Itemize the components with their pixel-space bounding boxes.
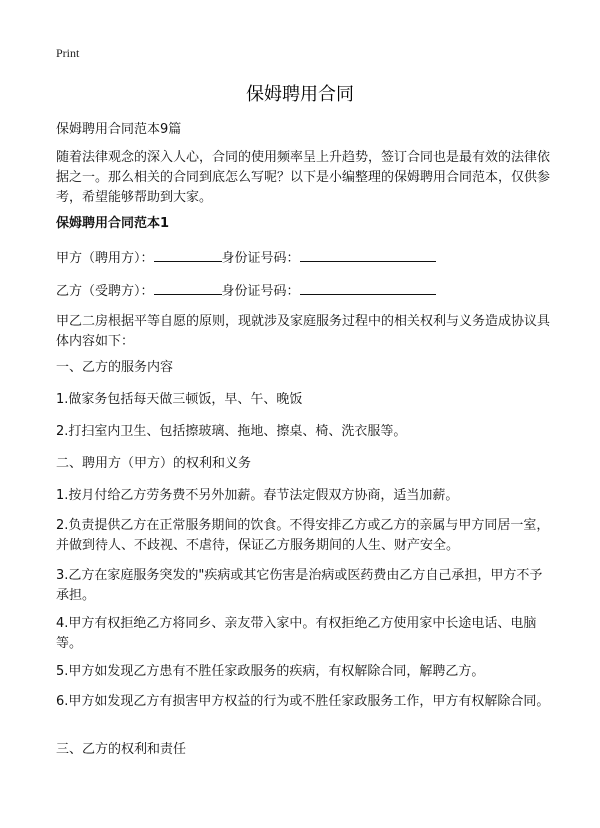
part2-item: 5.甲方如发现乙方患有不胜任家政服务的疾病，有权解除合同，解聘乙方。 (56, 664, 485, 679)
print-label: Print (56, 46, 80, 60)
party-b-row (56, 280, 550, 302)
part2-item: 4.甲方有权拒绝乙方将同乡、亲友带入家中。有权拒绝乙方使用家中长途电话、电脑等。 (56, 616, 537, 651)
party-a-row (56, 247, 550, 269)
party-b-label: 乙方（受聘方）： (56, 284, 154, 299)
part2-item: 6.甲方如发现乙方有损害甲方权益的行为或不胜任家政服务工作，甲方有权解除合同。 (56, 694, 550, 709)
intro-paragraph: 随着法律观念的深入人心，合同的使用频率呈上升趋势，签订合同也是最有效的法律依据之一。那么相关的合同到底怎么写呢？以下是小编整理的保姆聘用合同范本，仅供参考，希望能够帮助到大家。 (56, 150, 551, 205)
document-subtitle: 保姆聘用合同范本9篇 (56, 122, 182, 137)
section-title: 保姆聘用合同范本1 (56, 216, 170, 231)
party-a-id-field[interactable] (300, 247, 436, 262)
document-title: 保姆聘用合同 (246, 84, 354, 105)
part2-item: 2.负责提供乙方在正常服务期间的饮食。不得安排乙方或乙方的亲属与甲方同居一室，并做到待人、不歧视、不虐待，保证乙方服务期间的人生、财产安全。 (56, 518, 550, 553)
party-b-id-label: 身份证号码： (221, 284, 300, 299)
party-a-name-field[interactable] (154, 247, 222, 262)
party-a-id-label: 身份证号码： (221, 251, 300, 266)
part3-heading: 三、乙方的权利和责任 (56, 742, 187, 757)
preamble-paragraph: 甲乙二房根据平等自愿的原则，现就涉及家庭服务过程中的相关权利与义务造成协议具体内容如下： (56, 314, 551, 349)
part1-item: 2.打扫室内卫生、包括擦玻璃、拖地、擦桌、椅、洗衣服等。 (56, 424, 407, 439)
part1-heading: 一、乙方的服务内容 (56, 360, 174, 375)
party-b-id-field[interactable] (300, 280, 436, 295)
party-a-label: 甲方（聘用方）： (56, 251, 154, 266)
part1-item: 1.做家务包括每天做三顿饭，早、午、晚饭 (56, 392, 303, 407)
party-b-name-field[interactable] (154, 280, 222, 295)
part2-item: 1.按月付给乙方劳务费不另外加薪。春节法定假双方协商，适当加薪。 (56, 488, 459, 503)
part2-heading: 二、聘用方（甲方）的权利和义务 (56, 456, 252, 471)
part2-item: 3.乙方在家庭服务突发的"疾病或其它伤害是治病或医药费由乙方自己承担，甲方不予承担。 (56, 568, 543, 603)
